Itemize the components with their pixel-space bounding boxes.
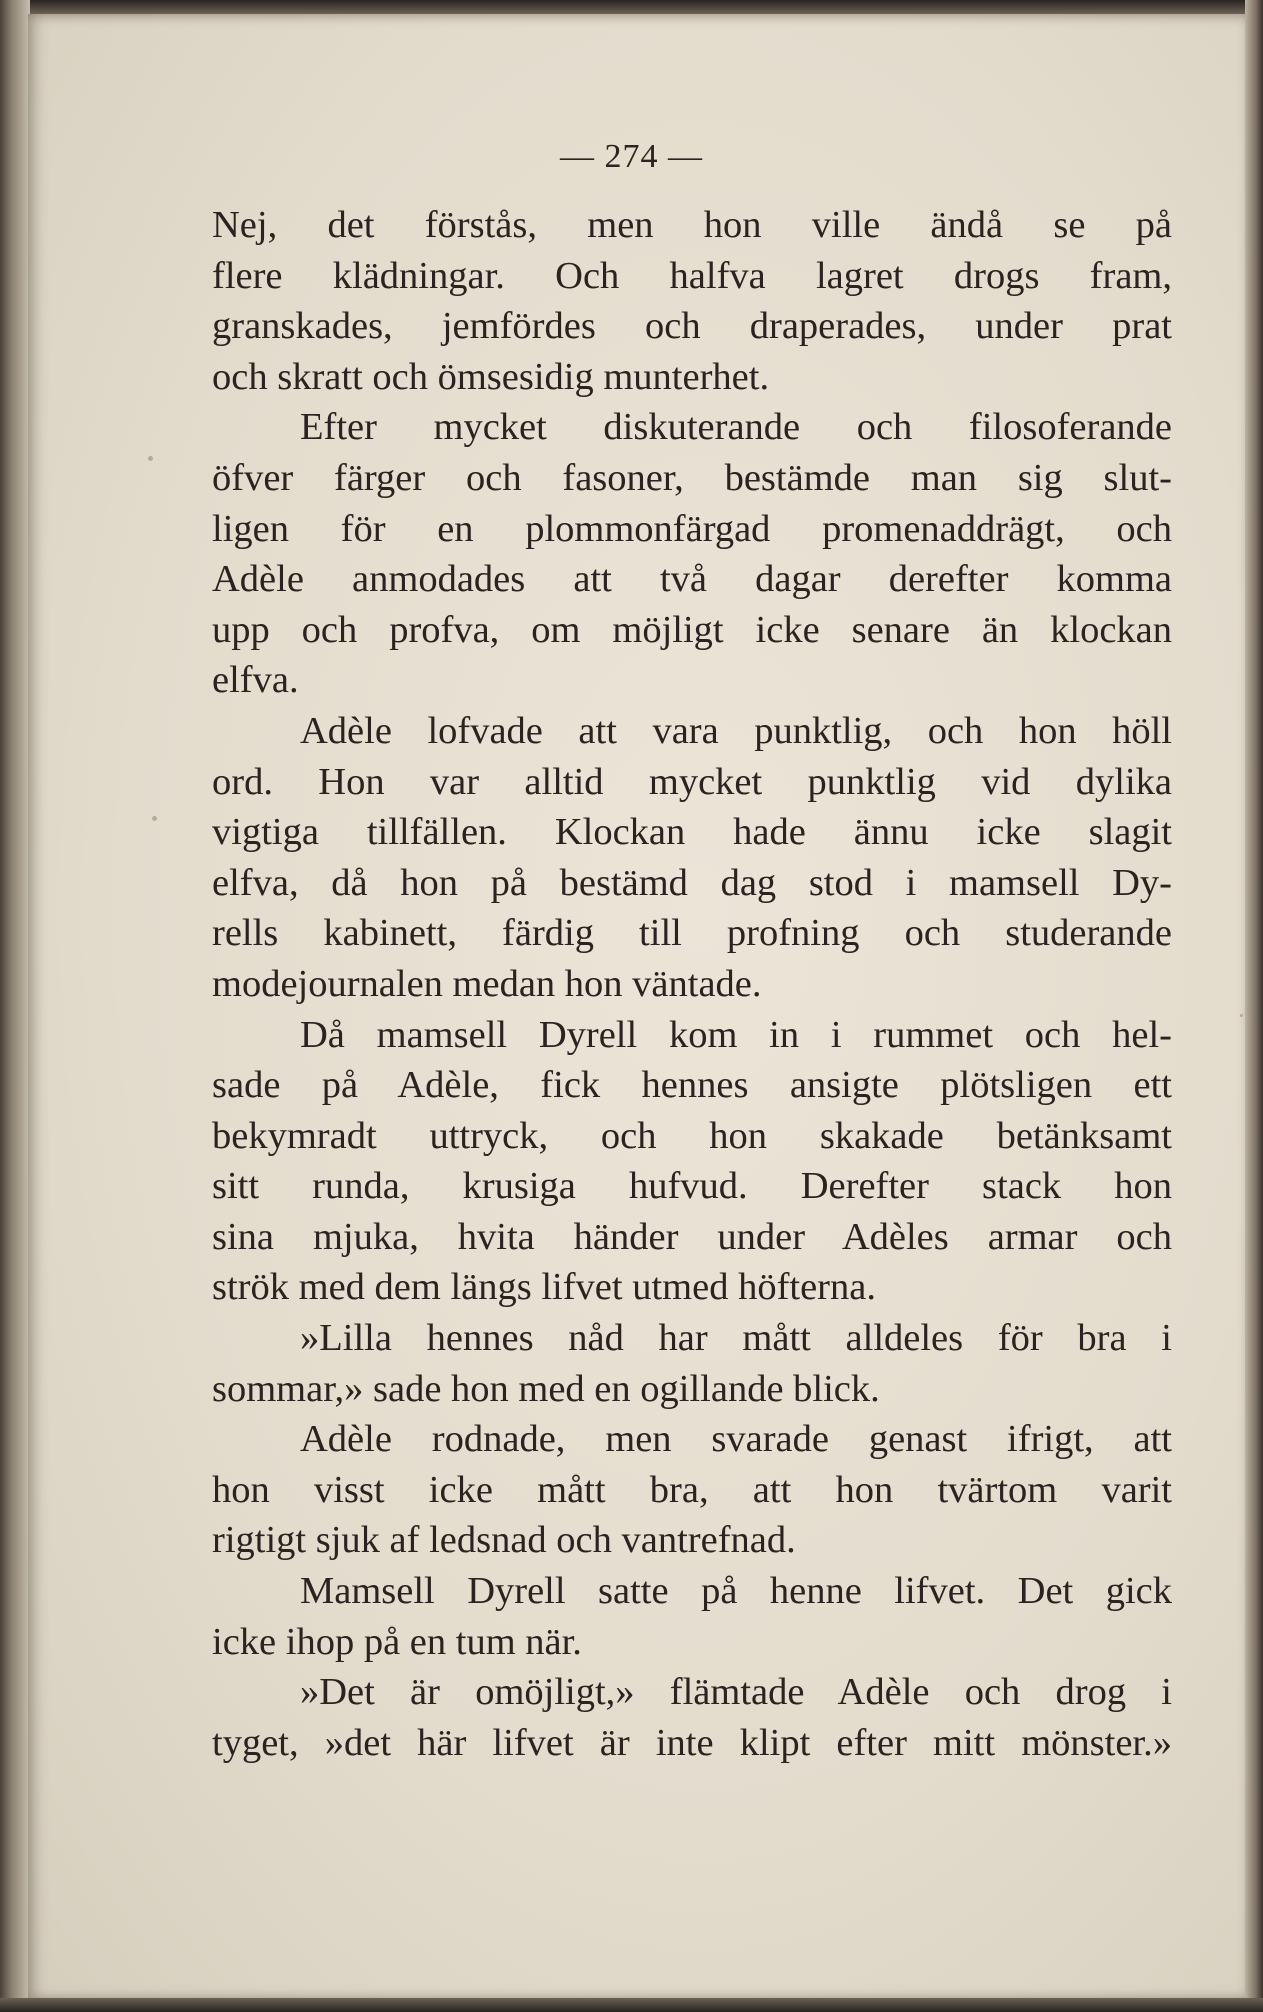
text-line: elfva, då hon på bestämd dag stod i mamsell Dy- xyxy=(212,861,1172,904)
text-line: ligen för en plommonfärgad promenaddrägt, och xyxy=(212,507,1172,550)
text-line: ord. Hon var alltid mycket punktlig vid dylika xyxy=(212,760,1172,803)
text-line: strök med dem längs lifvet utmed höfterna. xyxy=(212,1266,876,1309)
page-right-edge xyxy=(1245,0,1263,2012)
book-spine xyxy=(0,0,30,2012)
text-line: modejournalen medan hon väntade. xyxy=(212,962,762,1005)
text-line: sommar,» sade hon med en ogillande blick. xyxy=(212,1367,880,1410)
text-line: rigtigt sjuk af ledsnad och vantrefnad. xyxy=(212,1519,796,1562)
text-line: tyget, »det här lifvet är inte klipt efter mitt mönster.» xyxy=(212,1721,1172,1764)
paper-speck xyxy=(1240,1014,1243,1017)
text-line: granskades, jemfördes och draperades, under prat xyxy=(212,305,1172,348)
text-line: Adèle anmodades att två dagar derefter komma xyxy=(212,558,1172,601)
text-line: hon visst icke mått bra, att hon tvärtom varit xyxy=(212,1468,1172,1511)
text-line: och skratt och ömsesidig munterhet. xyxy=(212,355,770,398)
text-line: sitt runda, krusiga hufvud. Derefter stack hon xyxy=(212,1165,1172,1208)
text-line: »Det är omöjligt,» flämtade Adèle och drog i xyxy=(300,1671,1172,1714)
paper-speck xyxy=(148,456,153,461)
text-line: sade på Adèle, fick hennes ansigte plötsligen ett xyxy=(212,1064,1172,1107)
text-line: flere klädningar. Och halfva lagret drogs fram, xyxy=(212,254,1172,297)
page-number: — 274 — xyxy=(560,138,703,175)
text-line: Adèle rodnade, men svarade genast ifrigt, att xyxy=(300,1418,1172,1461)
paper-speck xyxy=(152,816,157,821)
text-line: Adèle lofvade att vara punktlig, och hon höll xyxy=(300,709,1172,752)
text-line: öfver färger och fasoner, bestämde man sig slut- xyxy=(212,456,1172,499)
text-line: Då mamsell Dyrell kom in i rummet och hel- xyxy=(300,1013,1172,1056)
text-line: »Lilla hennes nåd har mått alldeles för bra i xyxy=(300,1317,1172,1360)
text-line: upp och profva, om möjligt icke senare än klockan xyxy=(212,608,1172,651)
text-line: vigtiga tillfällen. Klockan hade ännu icke slagit xyxy=(212,811,1172,854)
text-line: rells kabinett, färdig till profning och studerande xyxy=(212,912,1172,955)
text-line: icke ihop på en tum när. xyxy=(212,1620,582,1663)
text-line: sina mjuka, hvita händer under Adèles armar och xyxy=(212,1215,1172,1258)
page-bottom-edge xyxy=(0,1998,1263,2012)
text-line: Mamsell Dyrell satte på henne lifvet. Det gick xyxy=(300,1570,1172,1613)
text-line: elfva. xyxy=(212,659,299,702)
text-line: bekymradt uttryck, och hon skakade betänksamt xyxy=(212,1114,1172,1157)
text-line: Nej, det förstås, men hon ville ändå se på xyxy=(212,204,1172,246)
text-line: Efter mycket diskuterande och filosoferande xyxy=(300,406,1172,449)
page-top-edge xyxy=(0,0,1263,14)
body-text xyxy=(212,200,1172,1768)
